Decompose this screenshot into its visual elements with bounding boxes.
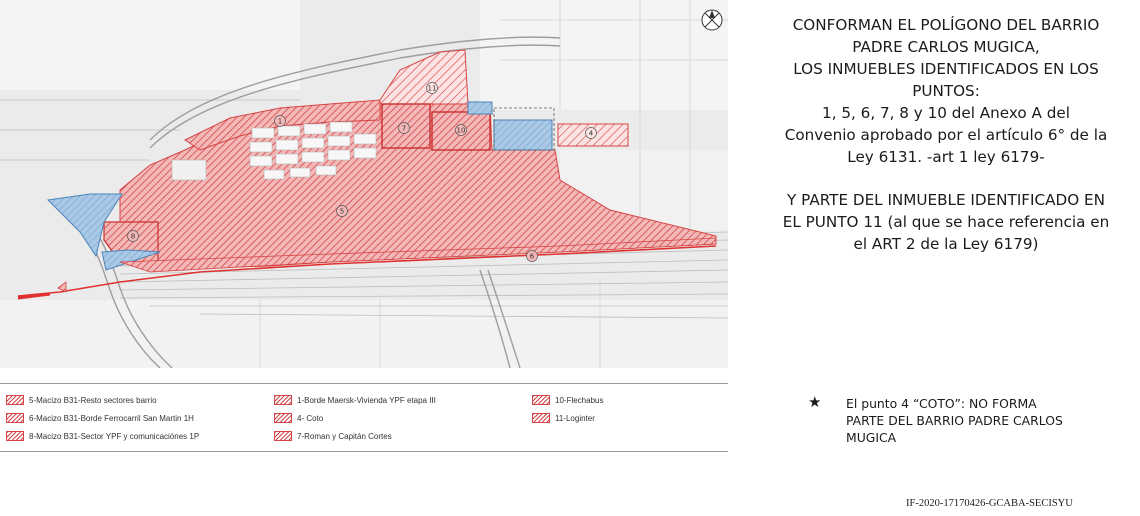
legend-item-8 bbox=[6, 430, 199, 442]
svg-text:11: 11 bbox=[427, 84, 437, 93]
polygon-description bbox=[752, 14, 1140, 255]
note-line: CONFORMAN EL POLÍGONO DEL BARRIO bbox=[792, 16, 1100, 34]
note-line: 1, 5, 6, 7, 8 y 10 del Anexo A del bbox=[822, 104, 1070, 122]
hatch-swatch-icon bbox=[532, 395, 550, 405]
legend-item-1 bbox=[274, 394, 436, 406]
legend-label: 7-Roman y Capitán Cortes bbox=[297, 431, 392, 441]
legend-label: 6-Macizo B31-Borde Ferrocarril San Martin 1H bbox=[29, 413, 194, 423]
coto-note-text bbox=[846, 395, 1126, 446]
svg-text:7: 7 bbox=[401, 124, 407, 133]
map-canvas bbox=[0, 0, 728, 368]
svg-text:8: 8 bbox=[130, 232, 136, 241]
hatch-swatch-icon bbox=[6, 395, 24, 405]
svg-text:1: 1 bbox=[277, 117, 283, 126]
legend-label: 4- Coto bbox=[297, 413, 324, 423]
legend-item-4 bbox=[274, 412, 323, 424]
coto-note-line: MUGICA bbox=[846, 430, 897, 445]
note-line: EL PUNTO 11 (al que se hace referencia en bbox=[782, 213, 1110, 231]
legend-label: 5-Macizo B31-Resto sectores barrio bbox=[29, 395, 157, 405]
svg-text:10: 10 bbox=[456, 126, 466, 135]
legend-item-5 bbox=[6, 394, 157, 406]
legend-item-7 bbox=[274, 430, 392, 442]
note-line: PUNTOS: bbox=[912, 82, 980, 100]
parcel-label-4 bbox=[586, 128, 597, 139]
hatch-swatch-icon bbox=[532, 413, 550, 423]
map-panel bbox=[0, 0, 728, 368]
note-line: Convenio aprobado por el artículo 6° de la bbox=[784, 126, 1108, 144]
legend-label: 8-Macizo B31-Sector YPF y comunicaciónes 1P bbox=[29, 431, 200, 441]
svg-text:4: 4 bbox=[588, 129, 594, 138]
note-line: PADRE CARLOS MUGICA, bbox=[852, 38, 1040, 56]
coto-note-line: PARTE DEL BARRIO PADRE CARLOS bbox=[846, 413, 1063, 428]
svg-text:5: 5 bbox=[339, 207, 345, 216]
parcel-label-7 bbox=[399, 123, 410, 134]
parcel-label-1 bbox=[275, 116, 286, 127]
star-icon: ★ bbox=[808, 393, 822, 411]
blue-parcel-east bbox=[494, 120, 552, 150]
parcel-label-5 bbox=[337, 206, 348, 217]
blue-parcel-north bbox=[468, 102, 492, 114]
legend-label: 11-Loginter bbox=[555, 413, 595, 423]
svg-text:6: 6 bbox=[529, 252, 535, 261]
legend-item-11 bbox=[532, 412, 595, 424]
parcel-label-6 bbox=[527, 251, 538, 262]
legend-item-10 bbox=[532, 394, 603, 406]
hatch-swatch-icon bbox=[274, 395, 292, 405]
north-arrow-icon bbox=[702, 10, 722, 30]
document-id: IF-2020-17170426-GCABA-SECISYU bbox=[906, 498, 1073, 509]
legend-label: 1-Borde Maersk-Vivienda YPF etapa III bbox=[297, 395, 436, 405]
hatch-swatch-icon bbox=[6, 413, 24, 423]
map-legend bbox=[0, 383, 728, 452]
note-line: el ART 2 de la Ley 6179) bbox=[853, 235, 1039, 253]
note-line: LOS INMUEBLES IDENTIFICADOS EN LOS bbox=[793, 60, 1099, 78]
hatch-swatch-icon bbox=[274, 431, 292, 441]
parcel-label-8 bbox=[128, 231, 139, 242]
parcel-label-10 bbox=[456, 125, 467, 136]
note-line: Ley 6131. -art 1 ley 6179- bbox=[847, 148, 1045, 166]
hatch-swatch-icon bbox=[6, 431, 24, 441]
parcel-label-11 bbox=[427, 83, 438, 94]
hatch-swatch-icon bbox=[274, 413, 292, 423]
legend-item-6 bbox=[6, 412, 194, 424]
legend-label: 10-Flechabus bbox=[555, 395, 604, 405]
coto-note-line: El punto 4 “COTO”: NO FORMA bbox=[846, 396, 1037, 411]
note-line: Y PARTE DEL INMUEBLE IDENTIFICADO EN bbox=[787, 191, 1105, 209]
